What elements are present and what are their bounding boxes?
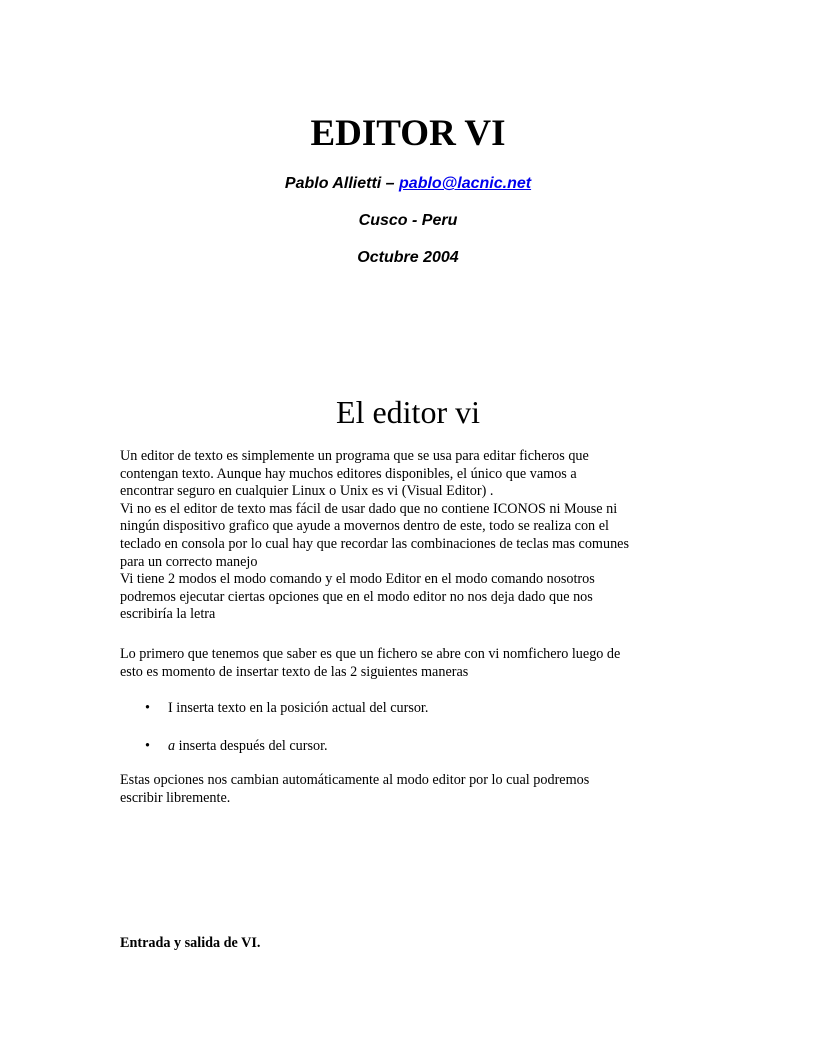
author-email-link[interactable]: pablo@lacnic.net [399,175,532,192]
intro-paragraph [120,448,710,624]
command-key: I [168,700,173,716]
paragraph-line: esto es momento de insertar texto de las 2 siguientes maneras [120,663,469,680]
author-separator: – [381,175,400,192]
command-description: inserta texto en la posición actual del cursor. [172,700,429,716]
location: Cusco - Peru [358,212,458,229]
paragraph-line: encontrar seguro en cualquier Linux o Unix es vi (Visual Editor) . [120,483,494,500]
paragraph-line: contengan texto. Aunque hay muchos editores disponibles, el único que vamos a [120,465,577,482]
paragraph-line: Estas opciones nos cambian automáticamente al modo editor por lo cual podremos [120,772,590,788]
paragraph-line: escribiría la letra [120,606,216,623]
paragraph-line: podremos ejecutar ciertas opciones que en el modo editor no nos deja dado que nos [120,588,593,605]
subsection-heading: Entrada y salida de VI. [120,935,261,951]
insert-intro-paragraph [120,646,710,681]
list-item [120,738,710,756]
paragraph-line: ningún dispositivo grafico que ayude a movernos dentro de este, todo se realiza con el [120,518,609,535]
paragraph-line: escribir libremente. [120,789,231,806]
paragraph-line: teclado en consola por lo cual hay que recordar las combinaciones de teclas mas comunes [120,535,629,552]
paragraph-line: Vi no es el editor de texto mas fácil de usar dado que no contiene ICONOS ni Mouse ni [120,500,618,517]
section-heading: El editor vi [336,394,480,430]
paragraph-line: Un editor de texto es simplemente un programa que se usa para editar ficheros que [120,448,589,464]
command-description: inserta después del cursor. [175,737,328,754]
document-title: EDITOR VI [310,113,506,154]
bullet-icon: • [145,737,150,754]
paragraph-line: para un correcto manejo [120,553,258,570]
mode-change-paragraph [120,772,710,807]
author-line [0,174,816,194]
list-item [120,700,710,718]
document-date: Octubre 2004 [357,249,459,266]
paragraph-line: Vi tiene 2 modos el modo comando y el modo Editor en el modo comando nosotros [120,571,595,588]
bullet-icon: • [145,700,150,716]
author-name: Pablo Allietti [284,175,382,192]
paragraph-line: Lo primero que tenemos que saber es que un fichero se abre con vi nomfichero luego de [120,646,621,662]
command-key: a [168,737,176,754]
insert-commands-list [120,700,710,775]
